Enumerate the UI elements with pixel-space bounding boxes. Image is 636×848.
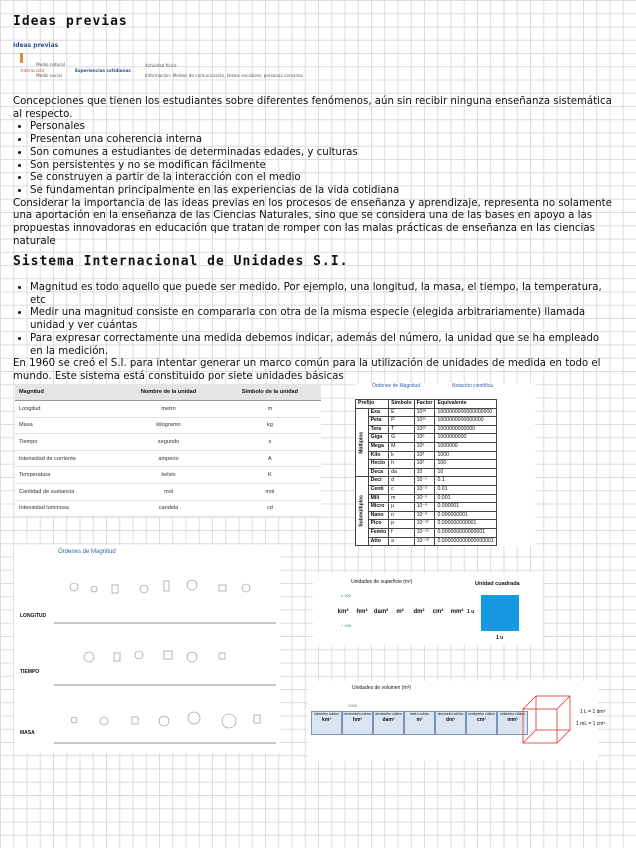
table-row xyxy=(356,511,497,520)
cell: da xyxy=(389,468,414,477)
volume-cell xyxy=(311,711,342,735)
cell: 10⁹ xyxy=(414,434,435,443)
volume-cell-unit: hm³ xyxy=(352,717,363,723)
cell: 0.000000001 xyxy=(435,511,496,520)
volume-cell-name: hectómetro cúbico xyxy=(343,712,372,716)
cell: Kilo xyxy=(368,451,389,460)
cell: c xyxy=(389,485,414,494)
area-figure xyxy=(313,573,543,645)
cell: G xyxy=(389,434,414,443)
table-row xyxy=(356,537,497,546)
prefix-header: Equivalente xyxy=(435,400,496,409)
cell: 0.000000000000001 xyxy=(435,528,496,537)
cell: K xyxy=(219,467,321,484)
table-row xyxy=(15,417,321,434)
cell: Tiempo xyxy=(15,434,118,451)
cell: k xyxy=(389,451,414,460)
table-row xyxy=(356,442,497,451)
volume-cell-name: metro cúbico xyxy=(409,712,430,716)
cell: M xyxy=(389,442,414,451)
table-row xyxy=(15,500,321,517)
factor-right: x 100 xyxy=(341,593,351,598)
diagram-node-center: Experiencias cotidianas xyxy=(75,68,131,73)
cell: 100 xyxy=(435,460,496,469)
volume-eq-ml: 1 mL = 1 cm³ xyxy=(576,721,606,727)
cell: metro xyxy=(118,401,219,418)
volume-cell-name: decímetro cúbico xyxy=(437,712,464,716)
orders-title: Órdenes de Magnitud xyxy=(58,549,116,555)
cell: candela xyxy=(118,500,219,517)
orders-illustration xyxy=(14,545,280,753)
ideas-diagram xyxy=(13,42,303,82)
table-row xyxy=(356,460,497,469)
table-row xyxy=(356,451,497,460)
prefix-caption-left: Órdenes de Magnitud xyxy=(372,383,421,389)
table-row xyxy=(356,425,497,434)
square-title: Unidad cuadrada xyxy=(475,581,520,587)
cell: Deca xyxy=(368,468,389,477)
list-item: • Magnitud es todo aquello que puede ser medido. Por ejemplo, una longitud, la masa, el tiempo, la temperatura, etc xyxy=(30,282,613,307)
cell: 10⁶ xyxy=(414,442,435,451)
cell: m xyxy=(219,401,321,418)
cell: Longitud xyxy=(15,401,118,418)
ideas-list xyxy=(13,121,613,197)
volume-cell-unit: mm³ xyxy=(507,717,518,723)
cell: Mega xyxy=(368,442,389,451)
cell: kilogramo xyxy=(118,417,219,434)
list-item: • Se construyen a partir de la interacción con el medio xyxy=(30,172,613,185)
volume-eq-liter: 1 L = 1 dm³ xyxy=(580,709,606,715)
cell: 0.000001 xyxy=(435,503,496,512)
cell: Pico xyxy=(368,520,389,529)
cell: 10² xyxy=(414,460,435,469)
ideas-title: Ideas previas xyxy=(13,14,128,29)
cell: 1000000000000000 xyxy=(435,417,496,426)
cell: 10¹⁵ xyxy=(414,417,435,426)
square-side-v: 1 u xyxy=(467,609,475,615)
ideas-intro: Concepciones que tienen los estudiantes sobre diferentes fenómenos, aún sin recibir ninguna enseñanza sistemática al respecto. xyxy=(13,96,612,120)
cell: 10⁻² xyxy=(414,485,435,494)
cell: 10³ xyxy=(414,451,435,460)
cell: segundo xyxy=(118,434,219,451)
factor-left: ÷ 100 xyxy=(341,623,351,628)
diagram-node-informacion: Información: Medios de comunicación, textos escolares, personas cercanas xyxy=(145,73,303,78)
cell: p xyxy=(389,520,414,529)
diagram-node-fisica: Actividad física xyxy=(145,63,177,68)
volume-cell xyxy=(466,711,497,735)
ideas-section xyxy=(13,96,613,248)
volume-cell xyxy=(404,711,435,735)
cell: a xyxy=(389,537,414,546)
cell: mol xyxy=(219,483,321,500)
cell: Micro xyxy=(368,503,389,512)
units-table-wrapper xyxy=(15,384,321,517)
table-row xyxy=(356,400,497,409)
table-row xyxy=(356,408,497,417)
cell: 0.01 xyxy=(435,485,496,494)
cell: Intensidad luminosa xyxy=(15,500,118,517)
cell: Hecto xyxy=(368,460,389,469)
table-row xyxy=(356,434,497,443)
cell: f xyxy=(389,528,414,537)
square-side-h: 1 u xyxy=(496,635,504,641)
units-header: Símbolo de la unidad xyxy=(219,384,321,401)
prefix-header: Prefijo xyxy=(356,400,389,409)
area-unit-label: dm² xyxy=(413,609,425,615)
volume-cell xyxy=(342,711,373,735)
volume-cell-unit: dm³ xyxy=(445,717,456,723)
cell: Giga xyxy=(368,434,389,443)
cell: mol xyxy=(118,483,219,500)
cell: P xyxy=(389,417,414,426)
cell: Masa xyxy=(15,417,118,434)
units-table xyxy=(15,384,321,517)
list-item: • Presentan una coherencia interna xyxy=(30,134,613,147)
cell: Cantidad de sustancia xyxy=(15,483,118,500)
unit-square xyxy=(481,595,519,631)
ideas-diagram-heading: Ideas previas xyxy=(13,42,59,49)
cell: Nano xyxy=(368,511,389,520)
units-header: Nombre de la unidad xyxy=(118,384,219,401)
cell: 10⁻⁶ xyxy=(414,503,435,512)
area-unit-label: hm² xyxy=(356,609,368,615)
cell: 10¹⁸ xyxy=(414,408,435,417)
volume-cube xyxy=(518,691,578,751)
area-units xyxy=(335,609,465,615)
volume-cell-unit: km³ xyxy=(322,717,331,723)
list-item: • Personales xyxy=(30,121,613,134)
units-header: Magnitud xyxy=(15,384,118,401)
group-submultiplos: Submúltiplos xyxy=(356,477,369,546)
cell: 1000000 xyxy=(435,442,496,451)
area-unit-label: m² xyxy=(396,609,404,615)
diagram-person-icon xyxy=(20,53,23,63)
si-title: Sistema Internacional de Unidades S.I. xyxy=(13,254,349,269)
volume-figure xyxy=(308,681,606,761)
volume-factor: 1000 xyxy=(348,703,357,708)
volume-cell-unit: m³ xyxy=(416,717,423,723)
cell: kelvin xyxy=(118,467,219,484)
volume-cell-unit: dam³ xyxy=(382,717,395,723)
si-section xyxy=(13,282,613,384)
cell: 10⁻¹ xyxy=(414,477,435,486)
area-unit-label: mm² xyxy=(450,609,464,615)
area-unit-label: km² xyxy=(337,609,349,615)
table-row xyxy=(356,520,497,529)
group-multiplos: Múltiplos xyxy=(356,408,369,477)
prefix-table xyxy=(355,399,497,546)
area-title: Unidades de superficie (m²) xyxy=(351,579,413,585)
cell: Temperatura xyxy=(15,467,118,484)
volume-cells xyxy=(311,711,528,735)
cell: Atto xyxy=(368,537,389,546)
cell: Exa xyxy=(368,408,389,417)
cell: Mili xyxy=(368,494,389,503)
area-unit-label: cm² xyxy=(432,609,444,615)
volume-cell-name: milímetro cúbico xyxy=(500,712,525,716)
diagram-node-interaccion: Interacción xyxy=(21,68,45,73)
volume-cell xyxy=(373,711,404,735)
table-row xyxy=(356,477,497,486)
cell: kg xyxy=(219,417,321,434)
cell: h xyxy=(389,460,414,469)
list-item: • Medir una magnitud consiste en compararla con otra de la misma especie (elegida arbitrariamente) llamada unidad y ver cuántas xyxy=(30,307,613,332)
cell: 10⁻¹⁵ xyxy=(414,528,435,537)
si-list xyxy=(13,282,613,358)
diagram-node-natural: Medio natural xyxy=(36,62,65,67)
ideas-conclusion: Considerar la importancia de las ideas previas en los procesos de enseñanza y aprendizaje, representa no solamente una aportación en la enseñanza de las Ciencias Naturales, sino que se considera una de las bases en apoyo a las propuestas innovadoras en educación que tratan de romper con las malas prácticas de enseñanza en las ciencias naturale xyxy=(13,197,612,247)
list-item: • Son comunes a estudiantes de determinadas edades, y culturas xyxy=(30,147,613,160)
orders-row-masa: MASA xyxy=(20,730,35,736)
list-item: • Son persistentes y no se modifican fácilmente xyxy=(30,160,613,173)
cell: 0.001 xyxy=(435,494,496,503)
cell: Centi xyxy=(368,485,389,494)
cell: 10⁻³ xyxy=(414,494,435,503)
area-unit-label: dam² xyxy=(373,609,389,615)
prefix-caption-right: Notación científica xyxy=(452,383,493,389)
cell: m xyxy=(389,494,414,503)
cell: Intensidad de corriente xyxy=(15,450,118,467)
cell: amperio xyxy=(118,450,219,467)
si-paragraph: En 1960 se creó el S.I. para intentar generar un marco común para la utilización de unidades de medida en todo el mundo. Este sistema está constituido por siete unidades básicas xyxy=(13,358,601,382)
cell: 1000000000 xyxy=(435,434,496,443)
cell: 10 xyxy=(414,468,435,477)
table-row xyxy=(15,467,321,484)
table-row xyxy=(15,483,321,500)
cell: 10 xyxy=(435,468,496,477)
table-row xyxy=(356,503,497,512)
orders-figure xyxy=(14,545,280,753)
cell: Peta xyxy=(368,417,389,426)
volume-cell-unit: cm³ xyxy=(477,717,486,723)
cell: 10⁻¹⁸ xyxy=(414,537,435,546)
cell: μ xyxy=(389,503,414,512)
table-row xyxy=(15,401,321,418)
prefix-header: Factor xyxy=(414,400,435,409)
table-row xyxy=(15,434,321,451)
volume-cell-name: centímetro cúbico xyxy=(468,712,495,716)
cell: Femto xyxy=(368,528,389,537)
cell: A xyxy=(219,450,321,467)
cell: T xyxy=(389,425,414,434)
cell: 0.1 xyxy=(435,477,496,486)
volume-cell-name: kilómetro cúbico xyxy=(314,712,339,716)
cell: 1000000000000 xyxy=(435,425,496,434)
cell: 0.000000000001 xyxy=(435,520,496,529)
prefix-figure xyxy=(355,383,535,546)
cell: 1000000000000000000 xyxy=(435,408,496,417)
cell: s xyxy=(219,434,321,451)
table-row xyxy=(356,468,497,477)
cell: cd xyxy=(219,500,321,517)
cell: n xyxy=(389,511,414,520)
cell: Tera xyxy=(368,425,389,434)
cell: 10⁻¹² xyxy=(414,520,435,529)
table-row xyxy=(15,450,321,467)
volume-cell xyxy=(435,711,466,735)
list-item: • Para expresar correctamente una medida debemos indicar, además del número, la unidad que se ha empleado en la medición. xyxy=(30,333,613,358)
prefix-header: Símbolo xyxy=(389,400,414,409)
table-row xyxy=(356,417,497,426)
table-row xyxy=(356,528,497,537)
volume-title: Unidades de volumen (m³) xyxy=(352,685,411,691)
cell: E xyxy=(389,408,414,417)
cell: 1000 xyxy=(435,451,496,460)
cell: Deci xyxy=(368,477,389,486)
diagram-node-social: Medio social xyxy=(36,73,62,78)
cell: 0.000000000000000001 xyxy=(435,537,496,546)
orders-row-tiempo: TIEMPO xyxy=(20,669,40,675)
cell: d xyxy=(389,477,414,486)
table-row xyxy=(356,485,497,494)
table-row xyxy=(356,494,497,503)
cell: 10⁻⁹ xyxy=(414,511,435,520)
list-item: • Se fundamentan principalmente en las experiencias de la vida cotidiana xyxy=(30,185,613,198)
orders-row-longitud: LONGITUD xyxy=(20,613,47,619)
cell: 10¹² xyxy=(414,425,435,434)
volume-cell-name: decámetro cúbico xyxy=(375,712,402,716)
